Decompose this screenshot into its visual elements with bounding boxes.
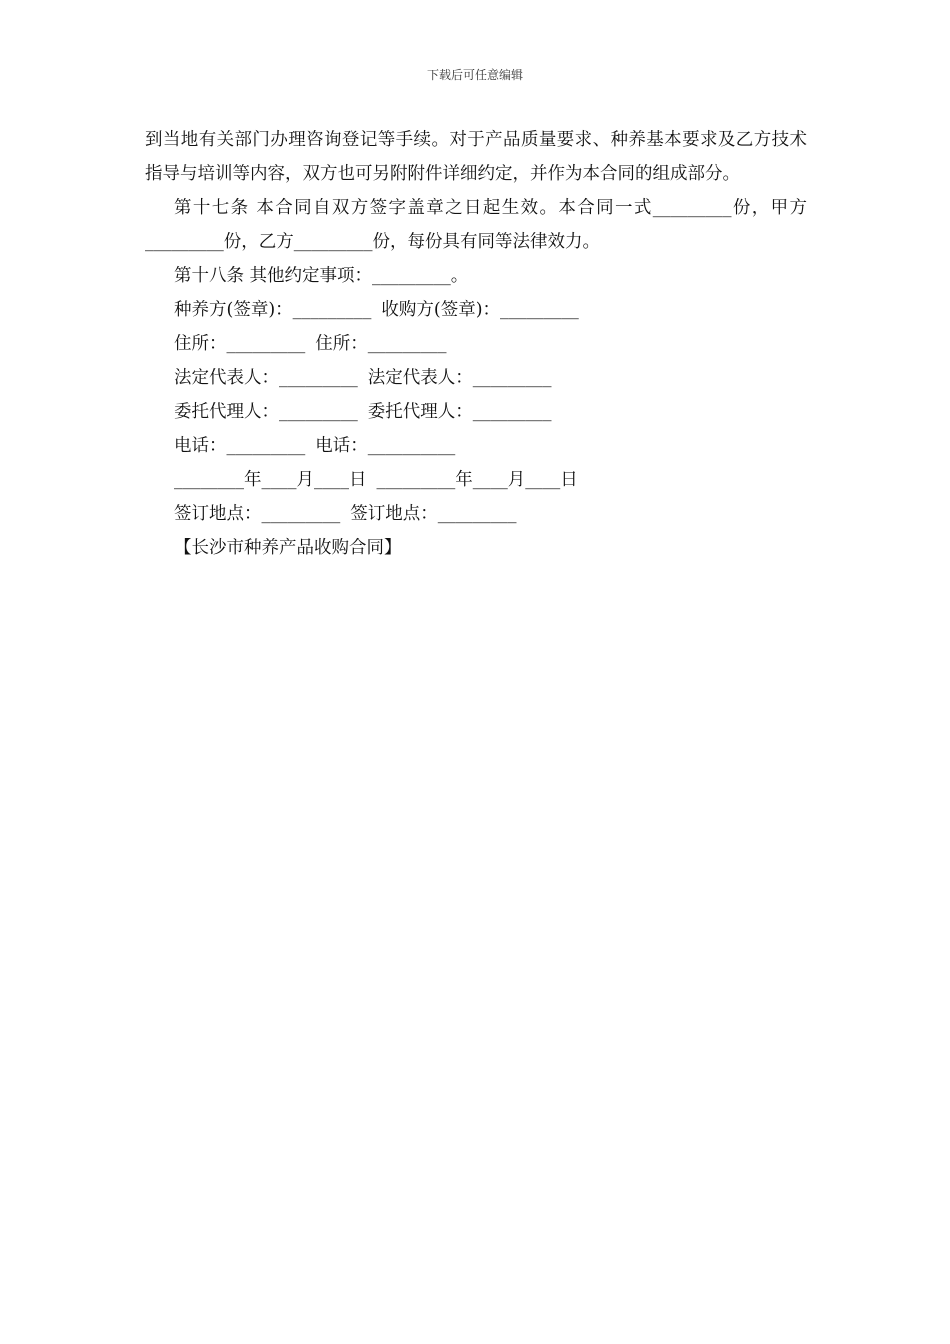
- agent-left: 委托代理人：_________: [174, 402, 358, 422]
- date-left: ________年____月____日: [174, 470, 367, 490]
- address-left: 住所：_________: [174, 334, 306, 354]
- place-line: [145, 497, 807, 531]
- paragraph-article-17: 第十七条 本合同自双方签字盖章之日起生效。本合同一式_________份，甲方_________份，乙方_________份，每份具有同等法律效力。: [145, 198, 807, 252]
- date-right: _________年____月____日: [376, 470, 578, 490]
- address-right: 住所：_________: [315, 334, 447, 354]
- party-signature-line: [145, 293, 807, 327]
- document-body: [145, 123, 807, 565]
- agent-line: [145, 395, 807, 429]
- article-18-line: 第十八条 其他约定事项：_________。: [174, 266, 469, 286]
- phone-left: 电话：_________: [174, 436, 306, 456]
- party-left: 种养方(签章)：_________: [174, 300, 372, 320]
- phone-right: 电话：__________: [315, 436, 456, 456]
- place-right: 签订地点：_________: [350, 504, 517, 524]
- legal-rep-line: [145, 361, 807, 395]
- legal-rep-right: 法定代表人：_________: [367, 368, 552, 388]
- party-right: 收购方(签章)：_________: [381, 300, 579, 320]
- address-line: [145, 327, 807, 361]
- place-left: 签订地点：_________: [174, 504, 341, 524]
- page-header: 下载后可任意编辑: [426, 68, 523, 82]
- agent-right: 委托代理人：_________: [367, 402, 552, 422]
- phone-line: [145, 429, 807, 463]
- paragraph-continuation: 到当地有关部门办理咨询登记等手续。对于产品质量要求、种养基本要求及乙方技术指导与培训等内容，双方也可另附附件详细约定，并作为本合同的组成部分。: [145, 130, 807, 184]
- legal-rep-left: 法定代表人：_________: [174, 368, 358, 388]
- date-line: [145, 463, 807, 497]
- document-title-footer: 【长沙市种养产品收购合同】: [174, 538, 402, 558]
